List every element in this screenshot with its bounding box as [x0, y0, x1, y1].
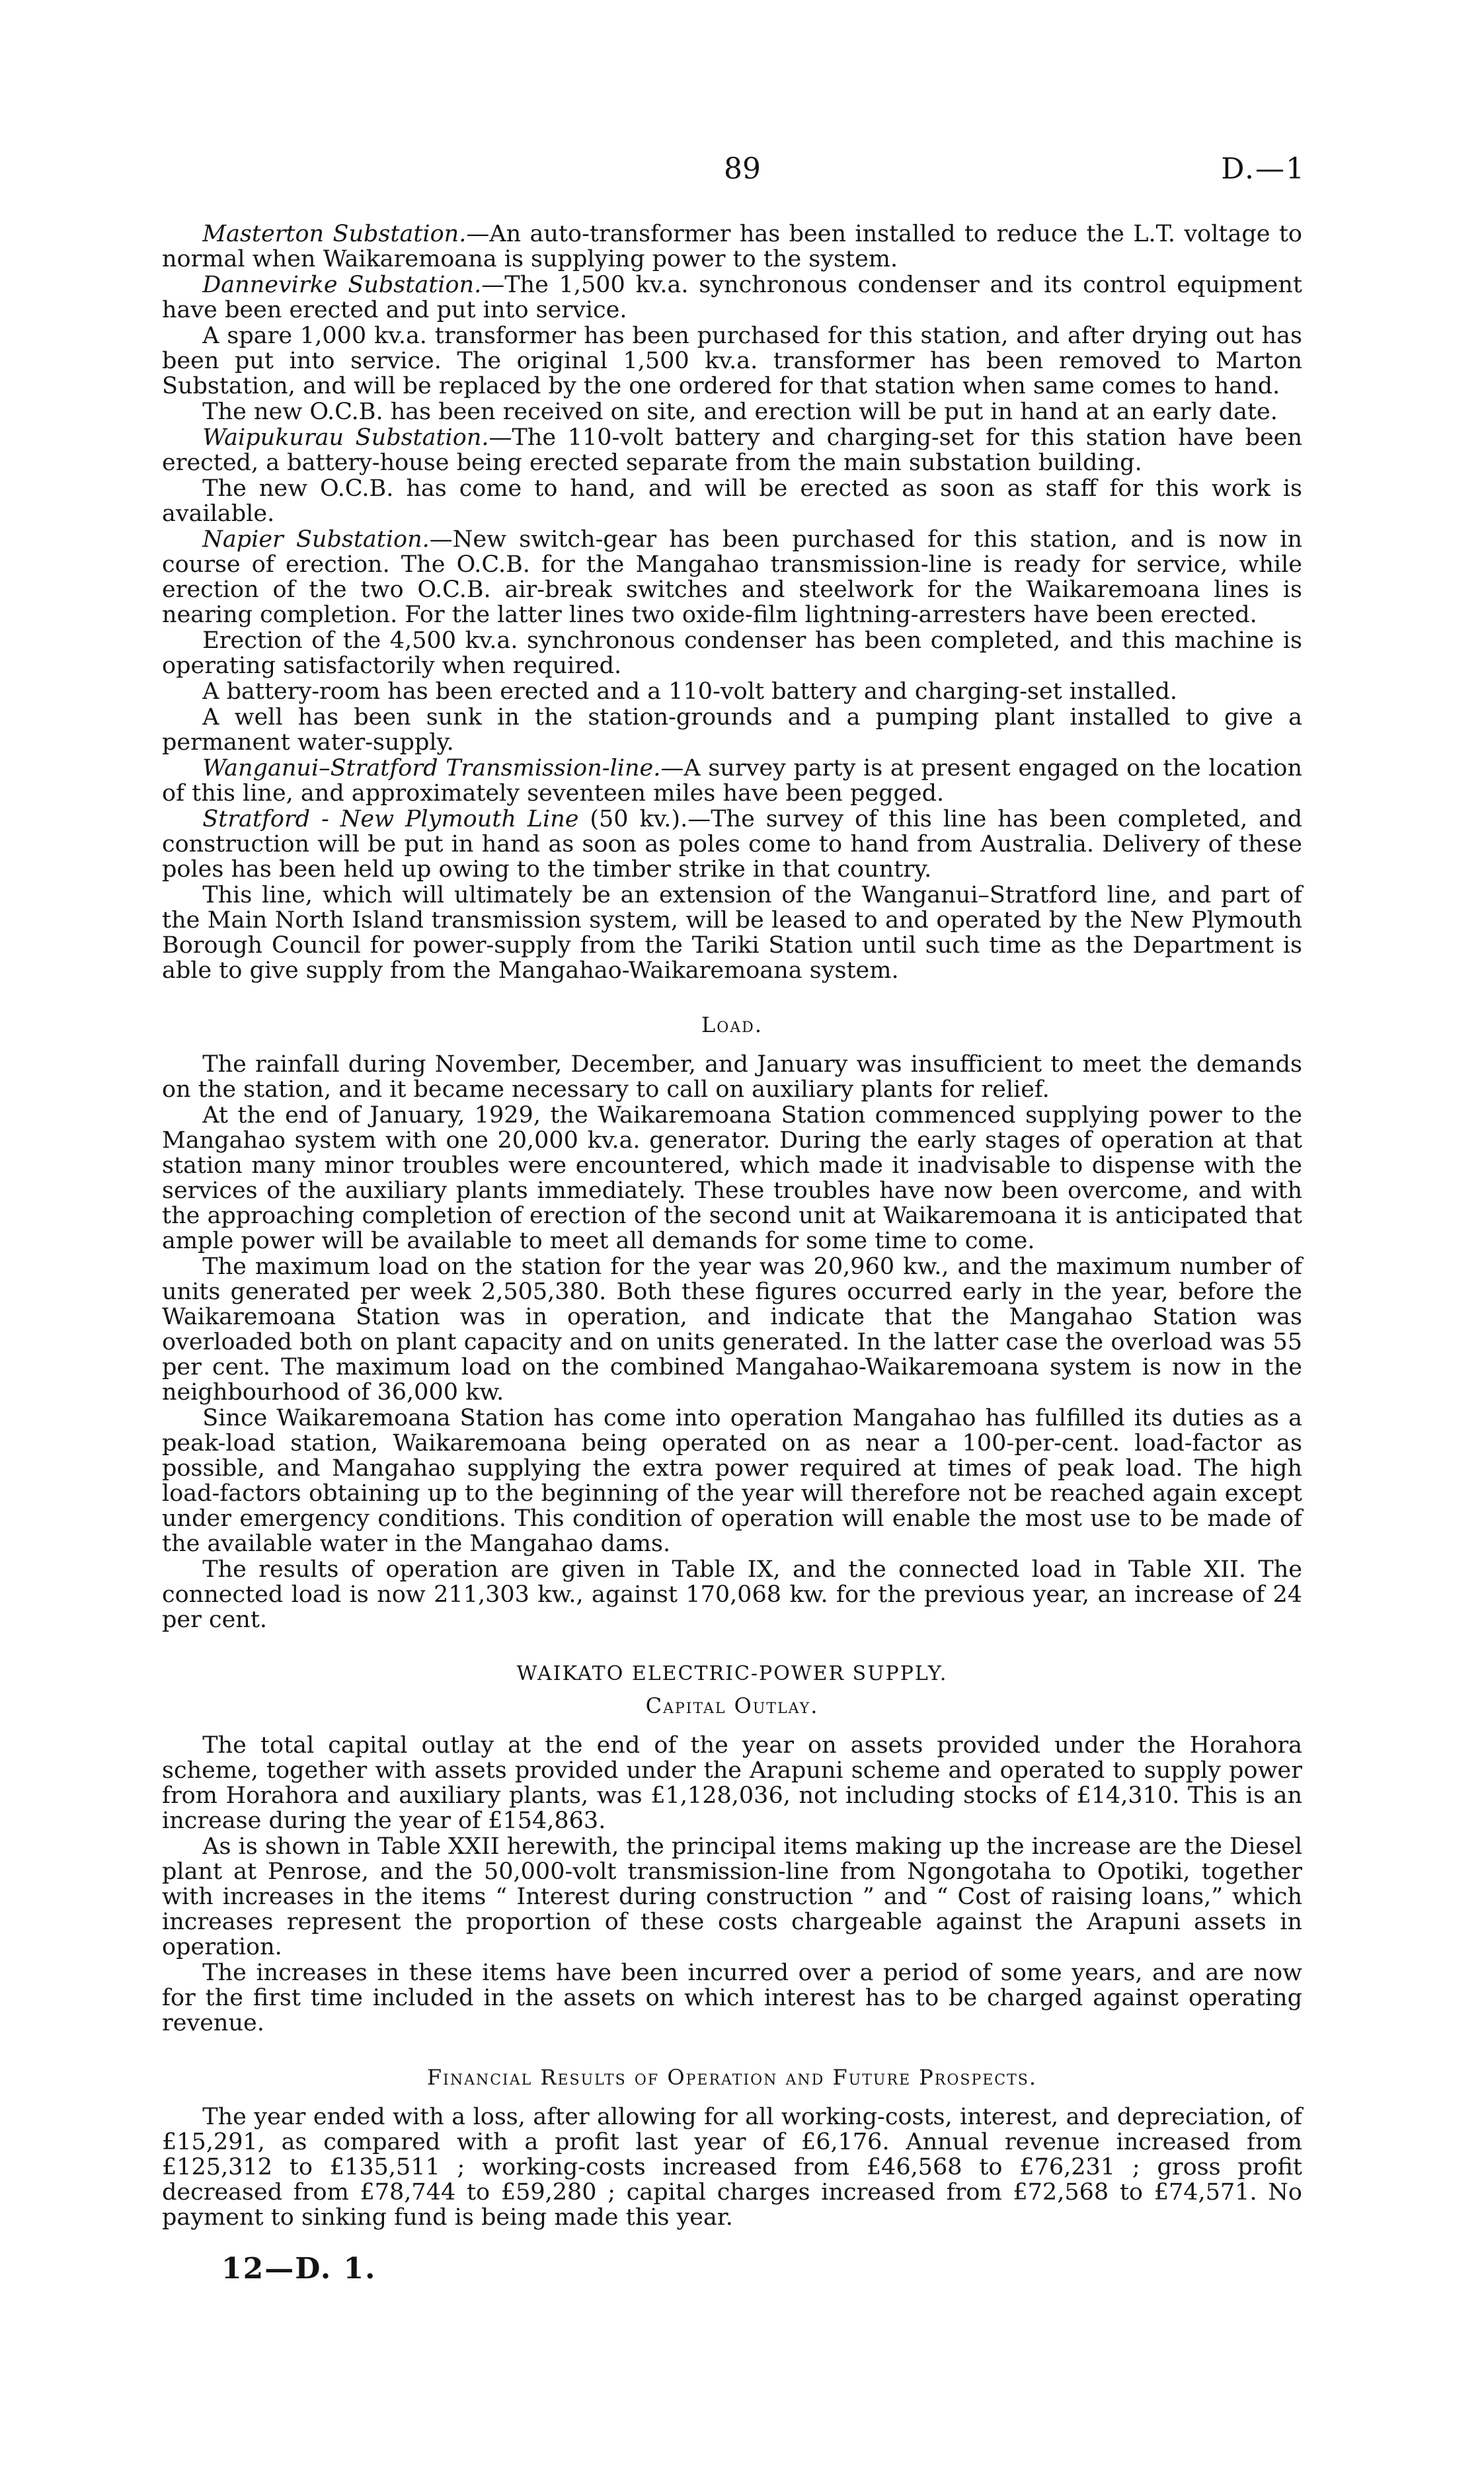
paragraph	[162, 221, 1302, 272]
page-header	[0, 152, 1484, 198]
heading-capital-outlay: Capital Outlay.	[645, 1693, 819, 1718]
paragraph-text: —The 1,500 kv.a. synchronous condenser and its control equipment have been erected and put into service.	[162, 272, 1302, 323]
paragraph-text: A spare 1,000 kv.a. transformer has been purchased for this station, and after drying out has been put into service. The original 1,500 kv.a. transformer has been removed to Marton Substation, and will be replaced by the one ordered for that station when same comes to hand.	[162, 323, 1302, 399]
paragraph	[162, 679, 1302, 704]
document-body	[162, 221, 1303, 2286]
paragraph	[162, 527, 1302, 627]
paragraph	[162, 323, 1302, 399]
paragraph: The results of operation are given in Table IX, and the connected load in Table XII. The connected load is now 211,303 kw., against 170,068 kw. for the previous year, an increase of 24 per cent.	[162, 1556, 1302, 1633]
paragraph: At the end of January, 1929, the Waikaremoana Station commenced supplying power to the Mangahao system with one 20,000 kv.a. generator. During the early stages of operation at that station many minor troubles were encountered, which made it inadvisable to dispense with the services of the auxiliary plants immediately. These troubles have now been overcome, and with the approaching completion of erection of the second unit at Waikaremoana it is anticipated that ample power will be available to meet all demands for some time to come.	[162, 1102, 1302, 1254]
paragraph: The maximum load on the station for the year was 20,960 kw., and the maximum number of units generated per week 2,505,380. Both these figures occurred early in the year, before the Waikaremoana Station was in operation, and indicate that the Mangahao Station was overloaded both on plant capacity and on units generated. In the latter case the overload was 55 per cent. The maximum load on the combined Mangahao-Waikaremoana system is now in the neighbourhood of 36,000 kw.	[162, 1254, 1302, 1406]
paragraph: Since Waikaremoana Station has come into operation Mangahao has fulfilled its duties as a peak-load station, Waikaremoana being operated on as near a 100-per-cent. load-factor as possible, and Mangahao supplying the extra power required at times of peak load. The high load-factors obtaining up to the beginning of the year will therefore not be reached again except under emergency conditions. This condition of operation will enable the most use to be made of the available water in the Mangahao dams.	[162, 1405, 1302, 1557]
paragraph-lead: Dannevirke Substation.	[202, 272, 482, 298]
heading-financial-results: Financial Results of Operation and Future Prospects.	[426, 2065, 1038, 2090]
heading-waikato: WAIKATO ELECTRIC-POWER SUPPLY.	[516, 1662, 948, 1685]
paragraph-lead: Waipukurau Substation.	[202, 424, 489, 451]
heading-load: Load.	[701, 1012, 763, 1037]
paragraph	[162, 628, 1302, 678]
paragraph	[162, 705, 1302, 755]
paragraph-text: A battery-room has been erected and a 110-volt battery and charging-set installed.	[202, 678, 1178, 705]
paragraph: As is shown in Table XXII herewith, the principal items making up the increase are the Diesel plant at Penrose, and the 50,000-volt transmission-line from Ngongotaha to Opotiki, together with increases in the items “ Interest during construction ” and “ Cost of raising loans,” which increases represent the proportion of these costs chargeable against the Arapuni assets in operation.	[162, 1833, 1302, 1960]
financial-section	[162, 2104, 1302, 2230]
paragraph	[162, 476, 1302, 526]
paragraph-text: —A survey party is at present engaged on the location of this line, and approximately seventeen miles have been pegged.	[162, 755, 1302, 807]
paragraph: The increases in these items have been incurred over a period of some years, and are now for the first time included in the assets on which interest has to be charged against operating revenue.	[162, 1960, 1302, 2036]
paragraph-lead: Wanganui–Stratford Transmission-line.	[202, 755, 661, 781]
paragraph	[162, 272, 1302, 323]
load-section	[162, 1052, 1302, 1632]
paragraph	[162, 399, 1302, 424]
paragraph-lead: Masterton Substation.	[202, 221, 467, 247]
paragraph	[162, 425, 1302, 475]
paragraph-text: —The 110-volt battery and charging-set for this station have been erected, a battery-house being erected separate from the main substation building.	[162, 424, 1302, 476]
substation-section	[162, 221, 1302, 983]
paragraph: The rainfall during November, December, and January was insufficient to meet the demands on the station, and it became necessary to call on auxiliary plants for relief.	[162, 1051, 1302, 1103]
paragraph-text: Erection of the 4,500 kv.a. synchronous condenser has been completed, and this machine is operating satisfactorily when required.	[162, 627, 1302, 679]
paragraph-text: The new O.C.B. has been received on site, and erection will be put in hand at an early date.	[202, 399, 1278, 425]
paragraph: The total capital outlay at the end of the year on assets provided under the Horahora scheme, together with assets provided under the Arapuni scheme and operated to supply power from Horahora and auxiliary plants, was £1,128,036, not including stocks of £14,310. This is an increase during the year of £154,863.	[162, 1732, 1302, 1834]
paragraph-lead: Stratford - New Plymouth Line	[202, 806, 579, 832]
footer-signature: 12—D. 1.	[221, 2252, 377, 2286]
paragraph-text: —An auto-transformer has been installed to reduce the L.T. voltage to normal when Waikaremoana is supplying power to the system.	[162, 221, 1303, 272]
capital-outlay-section	[162, 1733, 1302, 2036]
document-code: D.—1	[1221, 152, 1306, 186]
paragraph-text: This line, which will ultimately be an extension of the Wanganui–Stratford line, and part of the Main North Island transmission system, will be leased to and operated by the New Plymouth Borough Council for power-supply from the Tariki Station until such time as the Department is able to give supply from the Mangahao-Waikaremoana system.	[162, 882, 1302, 984]
paragraph	[162, 807, 1302, 882]
paragraph	[162, 883, 1302, 983]
page-number: 89	[724, 152, 761, 186]
paragraph-lead: Napier Substation.	[202, 526, 430, 553]
paragraph-text: A well has been sunk in the station-grounds and a pumping plant installed to give a permanent water-supply.	[162, 704, 1302, 756]
paragraph-text: —New switch-gear has been purchased for this station, and is now in course of erection. The O.C.B. for the Mangahao transmission-line is ready for service, while erection of the two O.C.B. air-break switches and steelwork for the Waikaremoana lines is nearing completion. For the latter lines two oxide-film lightning-arresters have been erected.	[162, 526, 1303, 628]
paragraph-text: The new O.C.B. has come to hand, and will be erected as soon as staff for this work is available.	[162, 475, 1302, 527]
paragraph: The year ended with a loss, after allowing for all working-costs, interest, and depreciation, of £15,291, as compared with a profit last year of £6,176. Annual revenue increased from £125,312 to £135,511 ; working-costs increased from £46,568 to £76,231 ; gross profit decreased from £78,744 to £59,280 ; capital charges increased from £72,568 to £74,571. No payment to sinking fund is being made this year.	[162, 2104, 1302, 2231]
paragraph	[162, 756, 1302, 806]
paragraph-text: (50 kv.).—The survey of this line has been completed, and construction will be put in hand as soon as poles come to hand from Australia. Delivery of these poles has been held up owing to the timber strike in that country.	[162, 806, 1302, 883]
